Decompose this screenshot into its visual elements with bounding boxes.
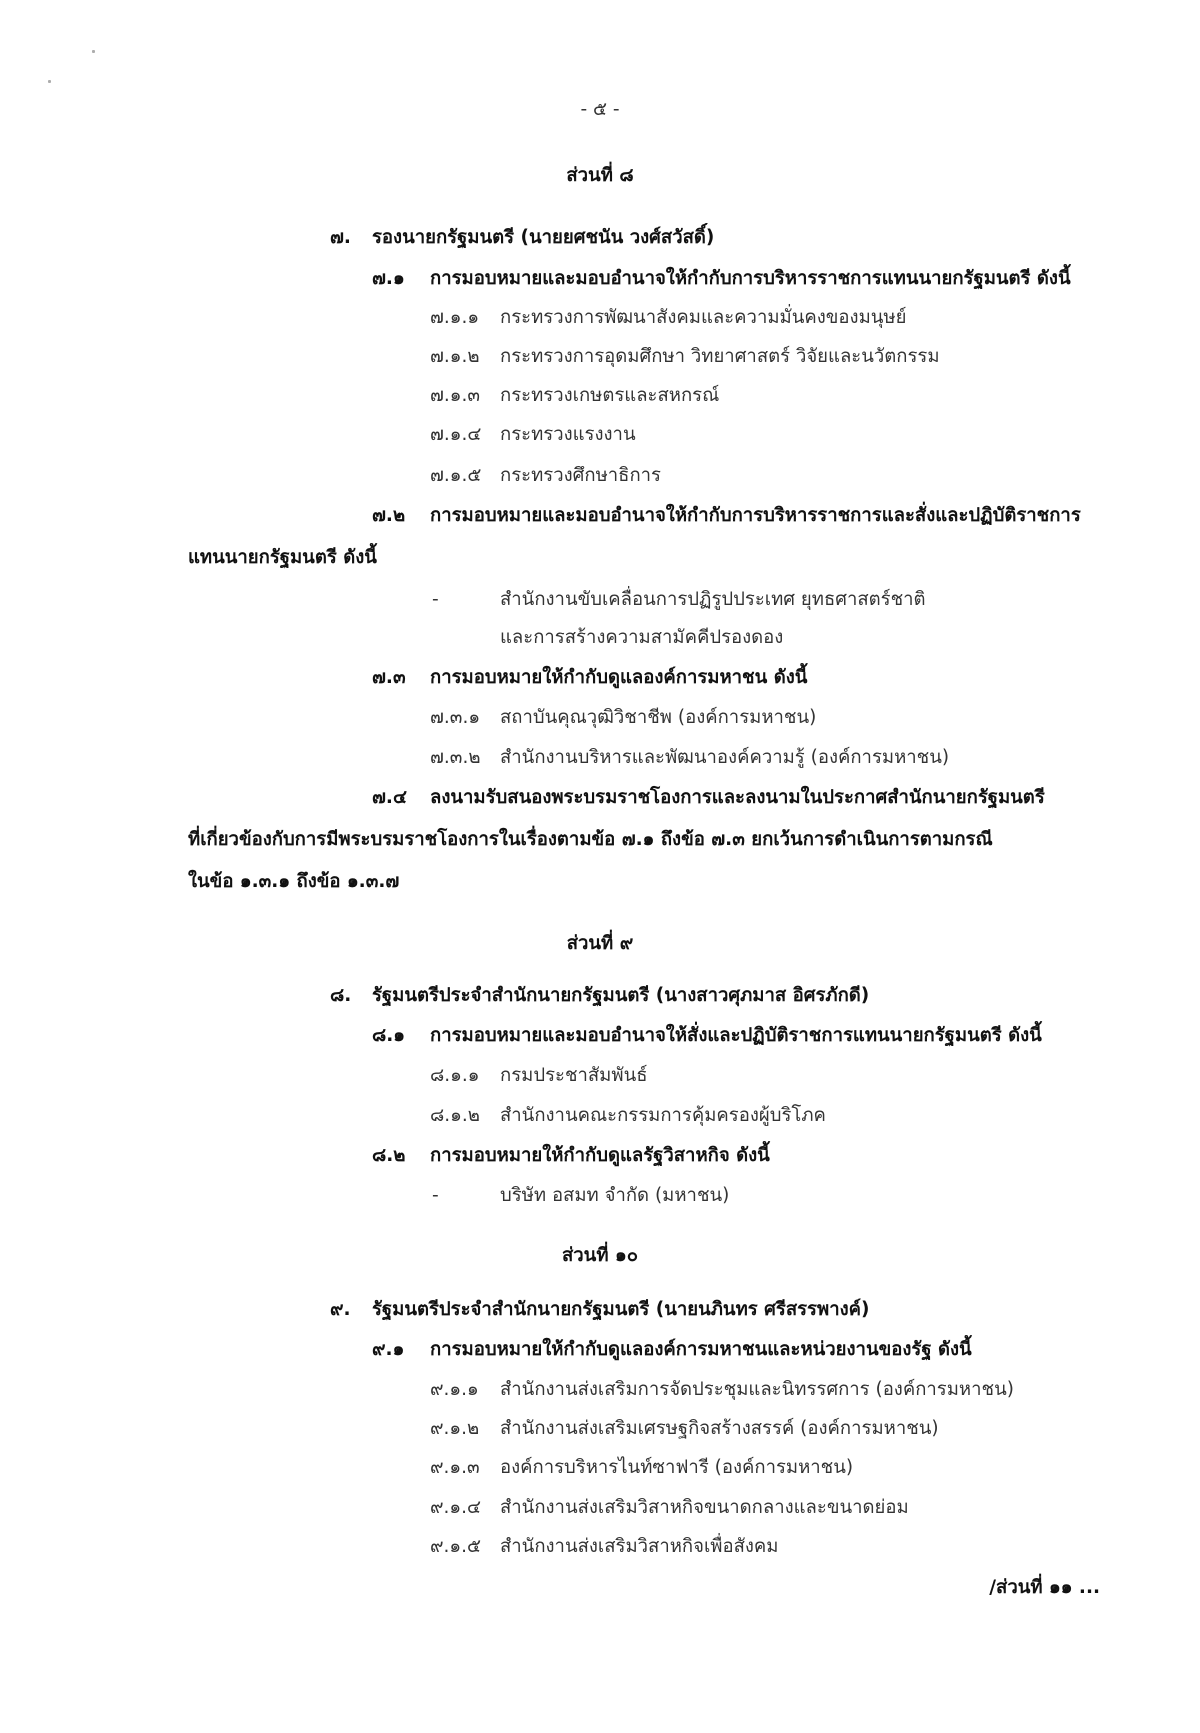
section-heading: ส่วนที่ ๘ <box>566 165 634 186</box>
bullet-text: บริษัท อสมท จำกัด (มหาชน) <box>500 1185 730 1206</box>
minister-title: รองนายกรัฐมนตรี (นายยศชนัน วงศ์สวัสดิ์) <box>372 227 715 248</box>
subitem-text: สำนักงานคณะกรรมการคุ้มครองผู้บริโภค <box>500 1105 826 1126</box>
subitem-text: กระทรวงแรงงาน <box>500 424 636 445</box>
subitem-number: ๗.๑.๒ <box>430 346 480 367</box>
item-text: ลงนามรับสนองพระบรมราชโองการและลงนามในประกาศสำนักนายกรัฐมนตรี <box>430 787 1045 808</box>
subitem-text: กระทรวงการพัฒนาสังคมและความมั่นคงของมนุษย์ <box>500 307 907 328</box>
subitem-text: กระทรวงเกษตรและสหกรณ์ <box>500 385 720 406</box>
continued-next-page: /ส่วนที่ ๑๑ ... <box>989 1577 1100 1598</box>
page-number: - ๕ - <box>580 99 620 120</box>
subitem-text: กรมประชาสัมพันธ์ <box>500 1065 648 1086</box>
item-number: ๘.๑ <box>372 1025 406 1046</box>
subitem-number: ๗.๑.๓ <box>430 385 481 406</box>
item-number: ๗.๒ <box>372 505 406 526</box>
item-text-continued: แทนนายกรัฐมนตรี ดังนี้ <box>188 547 377 568</box>
subitem-text: สำนักงานส่งเสริมการจัดประชุมและนิทรรศการ (องค์การมหาชน) <box>500 1379 1014 1400</box>
subitem-number: ๙.๑.๓ <box>430 1457 480 1478</box>
subitem-text: องค์การบริหารไนท์ซาฟารี (องค์การมหาชน) <box>500 1457 854 1478</box>
subitem-text: สำนักงานบริหารและพัฒนาองค์ความรู้ (องค์การมหาชน) <box>500 747 950 768</box>
bullet-dash: - <box>432 589 439 610</box>
item-text: การมอบหมายและมอบอำนาจให้สั่งและปฏิบัติราชการแทนนายกรัฐมนตรี ดังนี้ <box>430 1025 1042 1046</box>
item-number: ๗.๔ <box>372 787 407 808</box>
subitem-text: สถาบันคุณวุฒิวิชาชีพ (องค์การมหาชน) <box>500 707 817 728</box>
subitem-number: ๗.๑.๕ <box>430 465 482 486</box>
minister-title: รัฐมนตรีประจำสำนักนายกรัฐมนตรี (นายนภินทร ศรีสรรพางค์) <box>372 1299 870 1320</box>
minister-number: ๘. <box>330 985 352 1006</box>
section-heading: ส่วนที่ ๙ <box>566 933 634 954</box>
minister-title: รัฐมนตรีประจำสำนักนายกรัฐมนตรี (นางสาวศุภมาส อิศรภักดี) <box>372 985 870 1006</box>
item-number: ๘.๒ <box>372 1145 406 1166</box>
scan-speck <box>48 80 51 83</box>
subitem-number: ๗.๑.๔ <box>430 424 482 445</box>
item-number: ๙.๑ <box>372 1339 405 1360</box>
section-heading: ส่วนที่ ๑๐ <box>562 1245 638 1266</box>
subitem-number: ๙.๑.๑ <box>430 1379 479 1400</box>
minister-number: ๗. <box>330 227 351 248</box>
item-text: การมอบหมายและมอบอำนาจให้กำกับการบริหารราชการและสั่งและปฏิบัติราชการ <box>430 505 1081 526</box>
bullet-dash: - <box>432 1185 439 1206</box>
item-text: การมอบหมายให้กำกับดูแลองค์การมหาชน ดังนี้ <box>430 667 808 688</box>
item-number: ๗.๑ <box>372 268 405 289</box>
minister-number: ๙. <box>330 1299 351 1320</box>
subitem-text: กระทรวงศึกษาธิการ <box>500 465 661 486</box>
subitem-number: ๗.๓.๒ <box>430 747 481 768</box>
scan-speck <box>92 50 95 53</box>
subitem-number: ๙.๑.๒ <box>430 1418 480 1439</box>
subitem-number: ๘.๑.๑ <box>430 1065 480 1086</box>
subitem-text: สำนักงานส่งเสริมเศรษฐกิจสร้างสรรค์ (องค์การมหาชน) <box>500 1418 939 1439</box>
subitem-text: สำนักงานส่งเสริมวิสาหกิจขนาดกลางและขนาดย่อม <box>500 1497 909 1518</box>
subitem-number: ๙.๑.๕ <box>430 1536 482 1557</box>
subitem-number: ๙.๑.๔ <box>430 1497 482 1518</box>
subitem-text: กระทรวงการอุดมศึกษา วิทยาศาสตร์ วิจัยและนวัตกรรม <box>500 346 940 367</box>
subitem-number: ๗.๓.๑ <box>430 707 481 728</box>
bullet-text-continued: และการสร้างความสามัคคีปรองดอง <box>500 627 784 648</box>
item-text-continued: ในข้อ ๑.๓.๑ ถึงข้อ ๑.๓.๗ <box>188 871 400 892</box>
subitem-number: ๗.๑.๑ <box>430 307 480 328</box>
item-text: การมอบหมายให้กำกับดูแลรัฐวิสาหกิจ ดังนี้ <box>430 1145 770 1166</box>
subitem-number: ๘.๑.๒ <box>430 1105 480 1126</box>
bullet-text: สำนักงานขับเคลื่อนการปฏิรูปประเทศ ยุทธศาสตร์ชาติ <box>500 589 926 610</box>
subitem-text: สำนักงานส่งเสริมวิสาหกิจเพื่อสังคม <box>500 1536 779 1557</box>
item-number: ๗.๓ <box>372 667 406 688</box>
item-text-continued: ที่เกี่ยวข้องกับการมีพระบรมราชโองการในเรื่องตามข้อ ๗.๑ ถึงข้อ ๗.๓ ยกเว้นการดำเนินการตามกรณี <box>188 829 993 850</box>
item-text: การมอบหมายให้กำกับดูแลองค์การมหาชนและหน่วยงานของรัฐ ดังนี้ <box>430 1339 972 1360</box>
item-text: การมอบหมายและมอบอำนาจให้กำกับการบริหารราชการแทนนายกรัฐมนตรี ดังนี้ <box>430 268 1071 289</box>
